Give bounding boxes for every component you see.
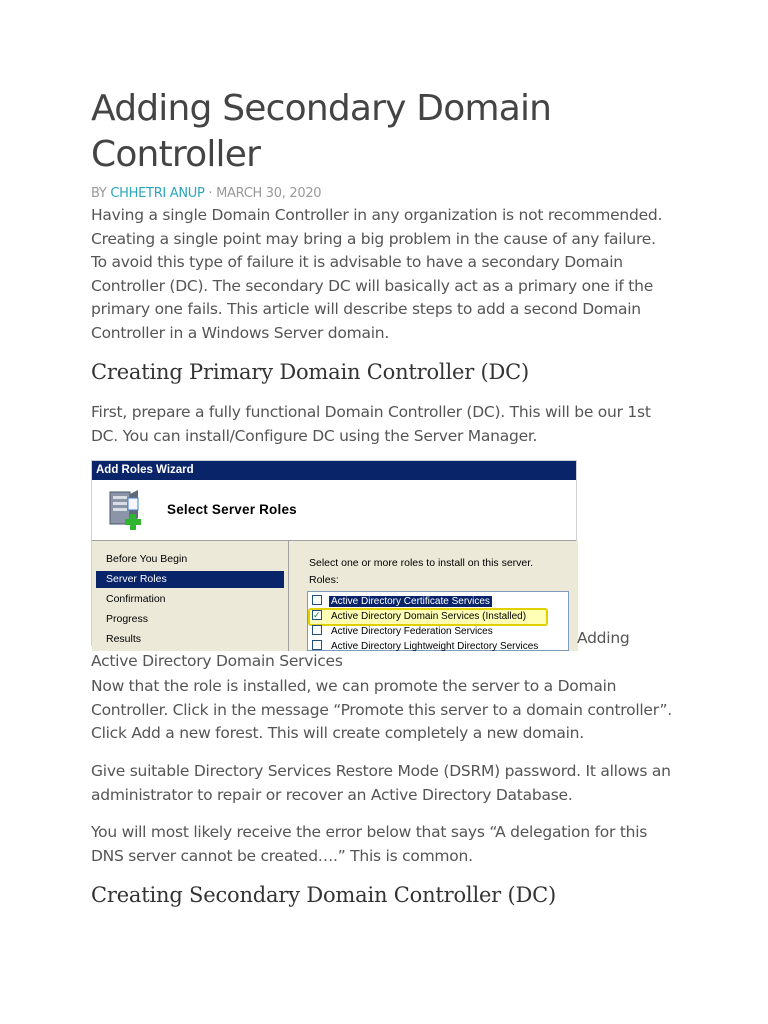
roles-list: [307, 591, 569, 651]
paragraph-dsrm: Give suitable Directory Services Restore Mode (DSRM) password. It allows an administrator to repair or recover an Active Directory Database.: [91, 762, 671, 804]
checkmark-icon: ✓: [313, 610, 321, 620]
roles-label: Roles:: [309, 574, 339, 586]
author-link[interactable]: CHHETRI ANUP: [110, 186, 205, 201]
wizard-instruction: Select one or more roles to install on this server.: [309, 557, 534, 569]
figure-caption-part1: Adding: [577, 629, 630, 647]
wizard-nav-results[interactable]: Results: [106, 633, 142, 645]
byline: [91, 186, 321, 201]
wizard-nav-server-roles[interactable]: Server Roles: [96, 571, 284, 588]
wizard-banner: [92, 480, 576, 540]
wizard-nav-before-you-begin[interactable]: Before You Begin: [106, 553, 188, 565]
publish-date: MARCH 30, 2020: [216, 186, 322, 201]
role-checkbox-checked[interactable]: [312, 610, 322, 620]
wizard-page-title: Select Server Roles: [167, 502, 297, 517]
byline-separator: ·: [208, 186, 213, 201]
paragraph-prepare-dc: First, prepare a fully functional Domain Controller (DC). This will be our 1st DC. You can install/Configure DC using the Server Manager.: [91, 403, 651, 445]
wizard-nav-confirmation[interactable]: Confirmation: [106, 593, 166, 605]
page-title: Adding Secondary Domain Controller: [91, 88, 552, 175]
server-add-icon: [104, 488, 150, 534]
add-roles-wizard-screenshot: [91, 460, 577, 652]
wizard-titlebar: Add Roles Wizard: [92, 461, 576, 480]
intro-paragraph: Having a single Domain Controller in any organization is not recommended. Creating a single point may bring a big problem in the cause of any failure. To avoid this type of failure it is advisable to have a secondary Domain Controller (DC). The secondary DC will basically act as a primary one if the primary one fails. This article will describe steps to add a second Domain Controller in a Windows Server domain.: [91, 206, 663, 342]
role-item[interactable]: ✓ Active Directory Domain Services (Installed): [313, 610, 527, 622]
role-checkbox[interactable]: [312, 595, 322, 605]
paragraph-dns-error: You will most likely receive the error below that says “A delegation for this DNS server cannot be created….” This is common.: [91, 823, 648, 865]
wizard-nav: [92, 541, 288, 651]
figure-caption-part2: Active Directory Domain Services: [91, 652, 343, 670]
paragraph-promote-dc: Now that the role is installed, we can promote the server to a Domain Controller. Click in the message “Promote this server to a domain controller”. Click Add a new forest. This will create completely a new domain.: [91, 677, 672, 742]
wizard-content: [289, 541, 578, 651]
wizard-nav-progress[interactable]: Progress: [106, 613, 149, 625]
section-heading-secondary: Creating Secondary Domain Controller (DC): [91, 883, 556, 907]
role-item[interactable]: Active Directory Lightweight Directory Services: [312, 639, 540, 654]
section-heading-primary: Creating Primary Domain Controller (DC): [91, 360, 529, 384]
role-item[interactable]: Active Directory Federation Services: [312, 624, 495, 639]
role-checkbox[interactable]: [312, 625, 322, 635]
byline-prefix: BY: [91, 186, 107, 201]
role-item[interactable]: Active Directory Certificate Services: [312, 594, 492, 609]
role-checkbox[interactable]: [312, 640, 322, 650]
